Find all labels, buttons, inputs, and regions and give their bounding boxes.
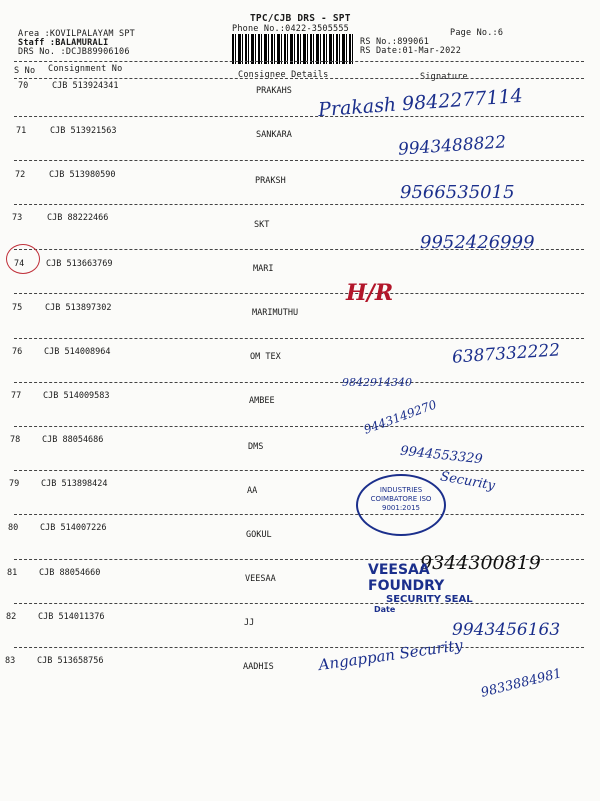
signature-row-73: 9952426999 [420, 232, 535, 253]
row-83-consignee: AADHIS [243, 662, 274, 672]
row-divider [14, 116, 584, 117]
row-72-sno: 72 [15, 170, 26, 180]
row-82-sno: 82 [6, 612, 17, 622]
row-76-consignee: OM TEX [250, 352, 281, 362]
column-s-no: S No [14, 66, 36, 76]
signature-row-71: 9943488822 [397, 132, 507, 160]
row-74-consignment: CJB 513663769 [46, 259, 113, 269]
row-73-consignment: CJB 88222466 [47, 213, 109, 223]
row-78-sno: 78 [10, 435, 21, 445]
row-75-consignment: CJB 513897302 [45, 303, 112, 313]
row-81-sno: 81 [7, 568, 18, 578]
row-77-consignee: AMBEE [249, 396, 275, 406]
extra-phone-2: 9833884981 [479, 666, 564, 701]
row-74-sno: 74 [14, 259, 25, 269]
row-79-consignee: AA [247, 486, 258, 496]
row-80-consignment: CJB 514007226 [40, 523, 107, 533]
stamp-text: INDUSTRIES COIMBATORE ISO 9001:2015 [370, 486, 432, 512]
row-divider [14, 338, 584, 339]
row-75-consignee: MARIMUTHU [252, 308, 299, 318]
row-71-consignee: SANKARA [256, 130, 292, 140]
signature-row-76: 6387332222 [451, 340, 561, 368]
company-stamp [356, 474, 446, 536]
signature-row-77: 9842914340 [342, 376, 412, 389]
row-divider [14, 470, 584, 471]
security-seal [368, 562, 508, 614]
row-80-consignee: GOKUL [246, 530, 272, 540]
row-divider [14, 293, 584, 294]
row-divider [14, 514, 584, 515]
row-70-consignee: PRAKAHS [256, 86, 292, 96]
row-78-consignee: DMS [248, 442, 264, 452]
column-consignee-details: Consignee Details [238, 70, 329, 80]
extra-phone-1: 9443149270 [361, 397, 439, 437]
row-71-consignment: CJB 513921563 [50, 126, 117, 136]
row-72-consignee: PRAKSH [255, 176, 286, 186]
row-80-sno: 80 [8, 523, 19, 533]
signature-row-80: 9344300819 [420, 552, 541, 574]
row-81-consignment: CJB 88054660 [39, 568, 101, 578]
column-consignment-no: Consignment No [48, 64, 123, 74]
drs-title: TPC/CJB DRS - SPT [250, 13, 351, 24]
row-divider [14, 647, 584, 648]
row-74-consignee: MARI [253, 264, 274, 274]
signature-row-72: 9566535015 [400, 182, 515, 203]
signature-row-74: H/R [346, 280, 394, 306]
row-divider [14, 426, 584, 427]
row-71-sno: 71 [16, 126, 27, 136]
drs-number: DRS No. :DCJB89906106 [18, 47, 130, 57]
page-number: Page No.:6 [450, 28, 504, 38]
header-divider [14, 61, 584, 62]
signature-row-78: 9944553329 [399, 443, 484, 468]
seal-label: SECURITY SEAL [386, 594, 473, 605]
row-73-sno: 73 [12, 213, 23, 223]
signature-row-82: 9943456163 [452, 620, 561, 640]
row-83-consignment: CJB 513658756 [37, 656, 104, 666]
phone-number: Phone No.:0422-3505555 [232, 24, 349, 34]
row-75-sno: 75 [12, 303, 23, 313]
row-82-consignee: JJ [244, 618, 255, 628]
row-76-consignment: CJB 514008964 [44, 347, 111, 357]
seal-company: VEESAA FOUNDRY [368, 562, 445, 594]
signature-row-83: Angappan Security [317, 635, 464, 675]
row-divider [14, 160, 584, 161]
row-82-consignment: CJB 514011376 [38, 612, 105, 622]
row-78-consignment: CJB 88054686 [42, 435, 104, 445]
row-79-sno: 79 [9, 479, 20, 489]
area-field: Area :KOVILPALAYAM SPT [18, 29, 135, 39]
row-72-consignment: CJB 513980590 [49, 170, 116, 180]
row-70-sno: 70 [18, 81, 29, 91]
signature-row-79: Security [439, 469, 497, 494]
column-header-divider [14, 78, 584, 79]
row-divider [14, 382, 584, 383]
staff-field: Staff :BALAMURALI [18, 38, 109, 48]
signature-row-70: Prakash 9842277114 [317, 84, 524, 122]
row-79-consignment: CJB 513898424 [41, 479, 108, 489]
row-73-consignee: SKT [254, 220, 270, 230]
barcode-image [232, 34, 354, 64]
row-70-consignment: CJB 513924341 [52, 81, 119, 91]
column-signature: Signature [420, 72, 468, 82]
row-77-consignment: CJB 514009583 [43, 391, 110, 401]
row-77-sno: 77 [11, 391, 22, 401]
rs-date: RS Date:01-Mar-2022 [360, 46, 462, 56]
seal-date: Date [374, 605, 396, 614]
row-divider [14, 204, 584, 205]
row-76-sno: 76 [12, 347, 23, 357]
row-81-consignee: VEESAA [245, 574, 276, 584]
row-83-sno: 83 [5, 656, 16, 666]
rs-number: RS No.:899061 [360, 37, 430, 47]
